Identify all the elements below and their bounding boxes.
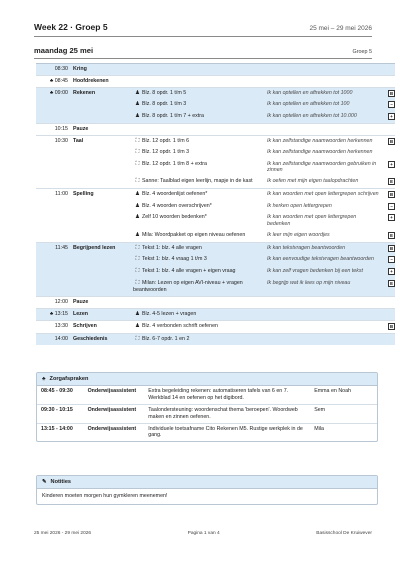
schedule-row [36, 308, 395, 320]
objective-cell [265, 135, 381, 147]
slot-time-cell [36, 159, 71, 177]
notes-text: Kinderen moeten morgen hun gymkleren meenemen! [42, 493, 168, 499]
schedule-slot [36, 75, 395, 87]
learning-objective: Ik oefen met mijn eigen taalopdrachten [267, 178, 359, 185]
objective-cell [265, 201, 381, 213]
day-title: maandag 25 mei [34, 46, 94, 55]
level-mark-cell [381, 188, 395, 200]
learning-objective: Ik kan woorden met open lettergrepen bedenken [267, 214, 357, 228]
care-task: Extra begeleiding rekenen: automatiseren tafels van 6 en 7. Werkblad 14 en oefenen op het digibord. [148, 388, 289, 401]
level-mark-cell [381, 320, 395, 333]
care-role: Onderwijsassistent [86, 404, 147, 423]
schedule-row [36, 230, 395, 242]
objective-cell [265, 87, 381, 99]
slot-time: 10:15 [54, 125, 68, 132]
objective-cell [265, 320, 381, 333]
slot-time-cell [36, 111, 71, 123]
header-divider [34, 36, 372, 37]
slot-time-cell [36, 333, 71, 345]
activity-text: Tekst 1: blz. 4 vraag 1 t/m 3 [142, 256, 207, 263]
person-icon: ♟ [134, 113, 140, 120]
care-students: Sem [312, 404, 377, 423]
person-icon: ♟ [134, 310, 140, 317]
activity-text: Blz. 12 opdr. 1 t/m 6 [142, 137, 190, 144]
bell-icon: ♣ [42, 376, 46, 382]
notes-section-header [37, 476, 377, 489]
level-mark-badge: − [388, 203, 395, 210]
schedule-row [36, 212, 395, 230]
group-icon: ⛶ [135, 244, 140, 251]
level-mark-cell [381, 147, 395, 158]
notes-section [36, 475, 378, 505]
care-time: 08:45 - 09:30 [41, 388, 73, 394]
objective-cell [265, 333, 381, 345]
learning-objective: Ik kan zelf vragen bedenken bij een tekst [267, 268, 363, 275]
learning-objective: Ik kan optellen en aftrekken tot 1000 [267, 89, 353, 96]
page-footer [34, 531, 372, 536]
slot-time: 14:00 [54, 335, 68, 342]
activity-cell [131, 201, 265, 213]
level-mark-badge: + [388, 161, 395, 168]
slot-time-cell [36, 75, 71, 87]
activity-cell [131, 320, 265, 333]
slot-time-cell [36, 135, 71, 147]
slot-time-cell [36, 230, 71, 242]
learning-objective: Ik kan optellen en aftrekken tot 10.000 [267, 113, 357, 120]
footer-page-number: Pagina 1 van 4 [187, 531, 220, 536]
slot-subject-cell [71, 99, 131, 111]
objective-cell [265, 266, 381, 278]
group-icon: ⛶ [135, 160, 140, 167]
slot-time: 08:30 [54, 66, 68, 72]
group-icon: ⛶ [135, 137, 140, 144]
page-title: Week 22 · Groep 5 [34, 22, 108, 32]
slot-subject: Kring [73, 66, 87, 72]
care-task: Individuele toetsafname Cito Rekenen M5. Rustige werkplek in de gang. [146, 423, 312, 441]
level-mark-cell [381, 75, 395, 87]
schedule-row [36, 87, 395, 99]
schedule-row [36, 188, 395, 200]
slot-time-cell [36, 188, 71, 200]
slot-time: 11:00 [55, 190, 68, 197]
level-mark-cell [381, 99, 395, 111]
slot-time-cell [36, 147, 71, 158]
slot-subject-cell [71, 87, 131, 99]
care-task: Taalondersteuning: woordenschat thema 'beroepen'. Woordweb maken en zinnen oefenen. [146, 404, 312, 423]
care-row [37, 386, 377, 404]
activity-cell [131, 111, 265, 123]
learning-objective: Ik leer mijn eigen woordjes [267, 231, 330, 238]
slot-time-cell [36, 87, 71, 99]
level-mark-cell [381, 296, 395, 308]
care-table [37, 386, 377, 441]
bell-icon: ♣ [49, 77, 54, 84]
care-students: Emma en Noah [314, 388, 352, 394]
activity-text: Blz. 12 opdr. 1 t/m 8 + extra [142, 160, 207, 167]
level-mark-badge: B [389, 245, 394, 251]
slot-time-cell [36, 308, 71, 320]
level-mark-cell [381, 308, 395, 320]
activity-text: Blz. 8 opdr. 1 t/m 3 [142, 101, 187, 108]
bell-icon: ♣ [49, 89, 54, 96]
level-mark-cell [381, 212, 395, 230]
learning-objective: Ik begrijp wat ik lees op mijn niveau [267, 279, 351, 286]
level-mark-cell [381, 266, 395, 278]
slot-time-cell [36, 64, 71, 76]
activity-cell [131, 296, 265, 308]
care-row [37, 404, 377, 423]
slot-time-cell [36, 296, 71, 308]
schedule-row [36, 111, 395, 123]
activity-cell [131, 230, 265, 242]
slot-time-cell [36, 176, 71, 188]
slot-subject-cell [71, 296, 131, 308]
activity-cell [131, 212, 265, 230]
activity-cell [131, 278, 265, 296]
level-mark-cell [381, 135, 395, 147]
activity-text: Tekst 1: blz. 4 alle vragen + eigen vraag [142, 268, 236, 275]
level-mark-badge: − [388, 256, 395, 263]
level-mark-cell [381, 254, 395, 266]
slot-subject: Lezen [73, 310, 89, 317]
date-range: 25 mei – 29 mei 2026 [309, 25, 372, 32]
slot-subject-cell [71, 188, 131, 200]
slot-time: 13:30 [54, 322, 68, 329]
footer-date: 25 mei 2026 - 29 mei 2026 [34, 531, 92, 536]
objective-cell [265, 99, 381, 111]
activity-cell [131, 254, 265, 266]
level-mark-cell [381, 111, 395, 123]
care-section-title: Zorgafspraken [49, 376, 89, 382]
slot-time-cell [36, 254, 71, 266]
schedule-slot [36, 123, 395, 135]
schedule-row [36, 320, 395, 333]
activity-cell [131, 188, 265, 200]
person-icon: ♟ [134, 214, 140, 221]
activity-text: Blz. 8 opdr. 1 t/m 7 + extra [142, 113, 204, 120]
level-mark-badge: − [388, 101, 395, 108]
level-mark-cell [381, 159, 395, 177]
level-mark-cell [381, 333, 395, 345]
slot-subject-cell [71, 64, 131, 76]
activity-cell [131, 242, 265, 254]
level-mark-badge: B [389, 138, 394, 144]
activity-cell [131, 147, 265, 158]
slot-subject-cell [71, 135, 131, 147]
level-mark-cell [381, 87, 395, 99]
slot-time-cell [36, 99, 71, 111]
activity-cell [131, 135, 265, 147]
pencil-icon: ✎ [42, 479, 47, 485]
group-icon: ⛶ [135, 256, 140, 263]
slot-subject: Taal [73, 137, 84, 144]
activity-cell [131, 99, 265, 111]
schedule-row [36, 99, 395, 111]
slot-subject: Spelling [73, 190, 94, 197]
person-icon: ♟ [134, 101, 140, 108]
schedule-row [36, 135, 395, 147]
activity-cell [131, 176, 265, 188]
care-section [36, 372, 378, 442]
activity-text: Tekst 1: blz. 4 alle vragen [142, 244, 202, 251]
objective-cell [265, 159, 381, 177]
person-icon: ♟ [134, 322, 140, 329]
activity-cell [131, 308, 265, 320]
activity-text: Blz. 4 verbonden schrift oefenen [142, 322, 218, 329]
slot-time-cell [36, 242, 71, 254]
objective-cell [265, 64, 381, 76]
day-heading [34, 46, 372, 55]
level-mark-badge: + [388, 268, 395, 275]
level-mark-badge: E [388, 232, 395, 239]
activity-cell [131, 75, 265, 87]
person-icon: ♟ [134, 190, 140, 197]
activity-text: Blz. 6-7 opdr. 1 en 2 [142, 335, 190, 342]
person-icon: ♟ [134, 231, 140, 238]
objective-cell [265, 254, 381, 266]
level-mark-cell [381, 278, 395, 296]
slot-subject-cell [71, 308, 131, 320]
objective-cell [265, 111, 381, 123]
care-students: Mila [312, 423, 377, 441]
slot-subject-cell [71, 159, 131, 177]
slot-time: 09:00 [54, 89, 68, 96]
care-section-header [37, 373, 377, 386]
slot-time: 10:30 [54, 137, 68, 144]
schedule-row [36, 176, 395, 188]
level-mark-cell [381, 176, 395, 188]
slot-time: 12:00 [54, 298, 68, 305]
objective-cell [265, 147, 381, 158]
slot-subject: Pauze [73, 298, 89, 305]
activity-text: Blz. 8 opdr. 1 t/m 5 [142, 89, 187, 96]
slot-subject-cell [71, 278, 131, 296]
schedule-row [36, 333, 395, 345]
slot-subject-cell [71, 212, 131, 230]
bell-icon: ♣ [49, 310, 54, 317]
slot-subject-cell [71, 147, 131, 158]
slot-subject-cell [71, 242, 131, 254]
objective-cell [265, 176, 381, 188]
group-icon: ⛶ [135, 149, 140, 156]
group-icon: ⛶ [135, 268, 140, 275]
slot-subject-cell [71, 254, 131, 266]
objective-cell [265, 278, 381, 296]
objective-cell [265, 123, 381, 135]
schedule-row [36, 254, 395, 266]
page-header [34, 22, 372, 32]
slot-subject: Pauze [73, 125, 89, 132]
slot-time: 08:45 [54, 77, 68, 84]
schedule-row [36, 201, 395, 213]
slot-subject-cell [71, 176, 131, 188]
group-icon: ⛶ [135, 178, 140, 185]
slot-time-cell [36, 320, 71, 333]
care-time: 13:15 - 14:00 [37, 423, 86, 441]
level-mark-badge: B [389, 323, 394, 329]
level-mark-badge: B [389, 90, 394, 96]
schedule-row [36, 159, 395, 177]
learning-objective: Ik kan woorden met open lettergrepen schrijven [267, 190, 379, 197]
level-mark-badge: + [388, 214, 395, 221]
schedule-row [36, 278, 395, 296]
notes-section-title: Notities [50, 479, 72, 485]
activity-text: Blz. 12 opdr. 1 t/m 3 [142, 149, 190, 156]
slot-subject: Begrijpend lezen [73, 244, 116, 251]
slot-time: 11:45 [55, 244, 68, 251]
activity-cell [131, 123, 265, 135]
schedule-slot [36, 64, 395, 76]
learning-objective: Ik kan tekstvragen beantwoorden [267, 244, 346, 251]
slot-time-cell [36, 201, 71, 213]
slot-subject: Hoofdrekenen [73, 77, 109, 84]
schedule-row [36, 266, 395, 278]
learning-objective: Ik kan zelfstandige naamwoorden gebruiken in zinnen [267, 160, 377, 174]
care-role: Onderwijsassistent [86, 423, 147, 441]
person-icon: ♟ [134, 89, 140, 96]
learning-objective: Ik kan eenvoudige tekstvragen beantwoorden [267, 256, 374, 263]
schedule-row [36, 147, 395, 158]
day-group: Groep 5 [352, 49, 372, 55]
slot-subject-cell [71, 201, 131, 213]
objective-cell [265, 75, 381, 87]
activity-text: Zelf 10 woorden bedenken* [142, 214, 207, 221]
activity-text: Milan: Lezen op eigen AVI-niveau + vragen beantwoorden [133, 279, 243, 294]
slot-subject-cell [71, 230, 131, 242]
objective-cell [265, 308, 381, 320]
slot-subject-cell [71, 111, 131, 123]
level-mark-cell [381, 242, 395, 254]
objective-cell [265, 212, 381, 230]
learning-objective: Ik herken open lettergrepen [267, 202, 332, 209]
activity-cell [131, 87, 265, 99]
slot-subject-cell [71, 266, 131, 278]
slot-subject: Schrijven [73, 322, 97, 329]
slot-subject-cell [71, 75, 131, 87]
objective-cell [265, 242, 381, 254]
slot-subject-cell [71, 320, 131, 333]
day-divider [34, 58, 372, 59]
slot-time-cell [36, 212, 71, 230]
activity-cell [131, 266, 265, 278]
objective-cell [265, 230, 381, 242]
level-mark-badge: E [388, 280, 395, 287]
activity-text: Blz. 4 woorden overschrijven* [142, 202, 212, 209]
learning-objective: Ik kan optellen en aftrekken tot 100 [267, 101, 350, 108]
slot-time: 13:15 [54, 310, 68, 317]
activity-cell [131, 64, 265, 76]
objective-cell [265, 188, 381, 200]
slot-time-cell [36, 123, 71, 135]
person-icon: ♟ [134, 202, 140, 209]
level-mark-cell [381, 64, 395, 76]
slot-time-cell [36, 278, 71, 296]
activity-text: Blz. 4-5 lezen + vragen [142, 310, 197, 317]
care-role: Onderwijsassistent [87, 388, 137, 394]
level-mark-cell [381, 123, 395, 135]
activity-text: Blz. 4 woordenlijst oefenen* [142, 190, 208, 197]
activity-text: Mila: Woordpakket op eigen niveau oefenen [142, 231, 246, 238]
day-schedule-table [36, 63, 395, 345]
slot-subject-cell [71, 123, 131, 135]
schedule-slot [36, 296, 395, 308]
level-mark-cell [381, 201, 395, 213]
learning-objective: Ik kan zelfstandige naamwoorden herkennen [267, 137, 373, 144]
activity-cell [131, 333, 265, 345]
schedule-row [36, 242, 395, 254]
care-time: 09:30 - 10:15 [37, 404, 86, 423]
level-mark-cell [381, 230, 395, 242]
group-icon: ⛶ [135, 279, 140, 286]
slot-subject-cell [71, 333, 131, 345]
objective-cell [265, 296, 381, 308]
level-mark-badge: B [389, 191, 394, 197]
care-row [37, 423, 377, 441]
footer-school: Basisschool De Kruiwever [316, 531, 372, 536]
level-mark-badge: E [388, 178, 395, 185]
slot-subject: Rekenen [73, 89, 96, 96]
level-mark-badge: + [388, 113, 395, 120]
slot-time-cell [36, 266, 71, 278]
group-icon: ⛶ [135, 335, 140, 342]
activity-text: Sanne: Taalblad eigen leerlijn, mapje in de kast [142, 178, 253, 185]
activity-cell [131, 159, 265, 177]
learning-objective: Ik kan zelfstandige naamwoorden herkennen [267, 149, 373, 156]
slot-subject: Geschiedenis [73, 335, 108, 342]
